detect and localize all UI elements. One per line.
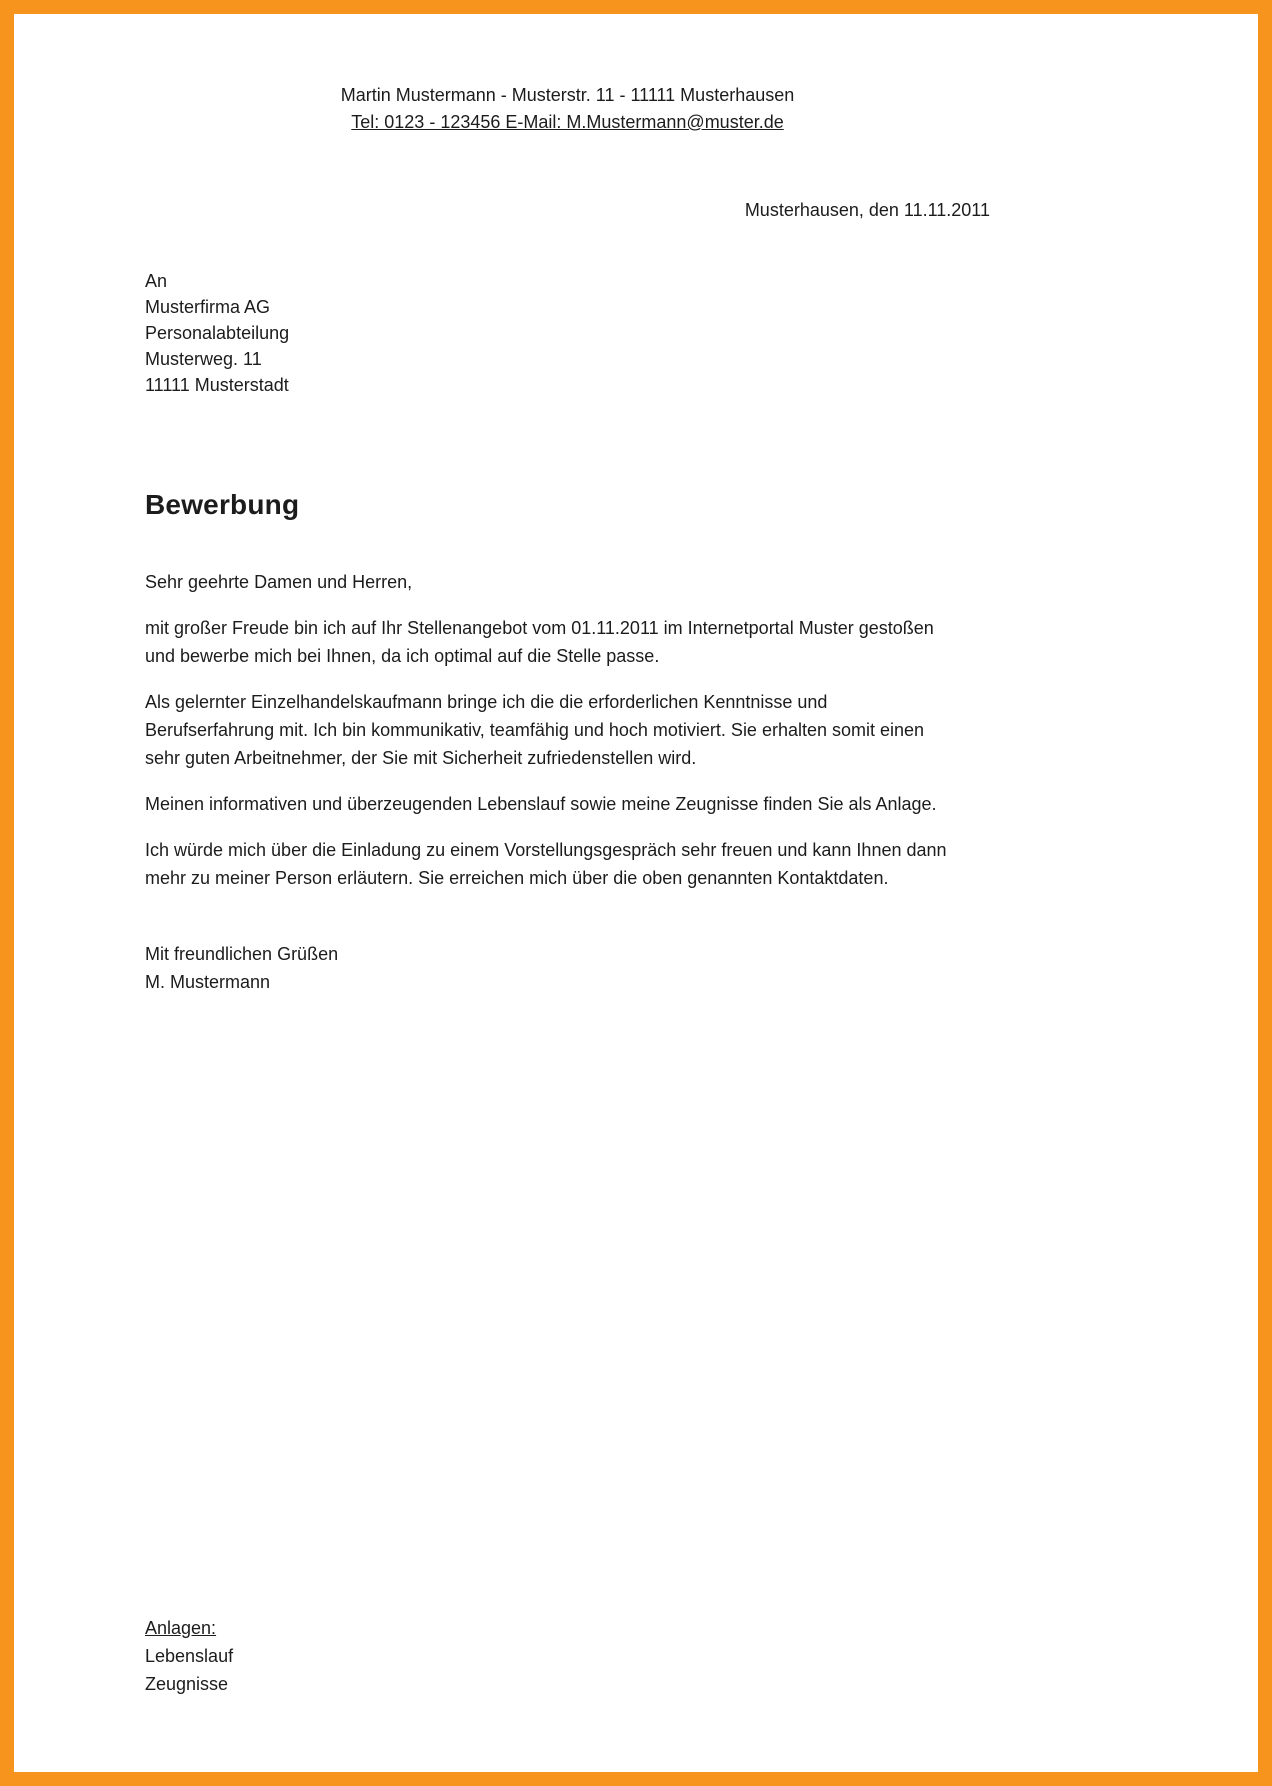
paragraph-line: Berufserfahrung mit. Ich bin kommunikativ, teamfähig und hoch motiviert. Sie erhalten somit einen	[145, 720, 925, 740]
paragraph	[145, 614, 990, 670]
paragraph-line: mit großer Freude bin ich auf Ihr Stellenangebot vom 01.11.2011 im Internetportal Muster gestoßen	[145, 618, 934, 638]
attachment-item: Zeugnisse	[145, 1674, 229, 1694]
attachments-block	[145, 1614, 990, 1698]
paragraph-line: sehr guten Arbeitnehmer, der Sie mit Sicherheit zufriedenstellen wird.	[145, 748, 697, 768]
sender-address-line: Martin Mustermann - Musterstr. 11 - 11111 Musterhausen	[340, 85, 795, 105]
paragraph-line: und bewerbe mich bei Ihnen, da ich optimal auf die Stelle passe.	[145, 646, 660, 666]
attachment-item: Lebenslauf	[145, 1646, 234, 1666]
closing-block	[145, 940, 990, 996]
paragraph-line: mehr zu meiner Person erläutern. Sie erreichen mich über die oben genannten Kontaktdaten.	[145, 868, 889, 888]
recipient-line: Musterweg. 11	[145, 349, 262, 369]
letter-content	[145, 14, 990, 1698]
paragraph-line: Als gelernter Einzelhandelskaufmann bringe ich die die erforderlichen Kenntnisse und	[145, 692, 828, 712]
recipient-line: Musterfirma AG	[145, 297, 271, 317]
signature-name: M. Mustermann	[145, 972, 271, 992]
date-line: Musterhausen, den 11.11.2011	[744, 200, 990, 220]
letter-header	[145, 82, 990, 136]
paragraph	[145, 790, 990, 818]
recipient-block	[145, 268, 990, 398]
subject-heading: Bewerbung	[145, 489, 300, 520]
paragraph-line: Meinen informativen und überzeugenden Lebenslauf sowie meine Zeugnisse finden Sie als Anlage.	[145, 794, 937, 814]
paragraph	[145, 836, 990, 892]
recipient-line: Personalabteilung	[145, 323, 290, 343]
closing-regards: Mit freundlichen Grüßen	[145, 944, 339, 964]
sender-contact-line: Tel: 0123 - 123456 E-Mail: M.Mustermann@muster.de	[351, 112, 784, 132]
paragraph	[145, 688, 990, 772]
salutation: Sehr geehrte Damen und Herren,	[145, 572, 413, 592]
recipient-line: 11111 Musterstadt	[145, 375, 289, 395]
paragraph-line: Ich würde mich über die Einladung zu einem Vorstellungsgespräch sehr freuen und kann Ihnen dann	[145, 840, 947, 860]
attachments-title: Anlagen:	[145, 1618, 217, 1638]
recipient-line: An	[145, 271, 168, 291]
